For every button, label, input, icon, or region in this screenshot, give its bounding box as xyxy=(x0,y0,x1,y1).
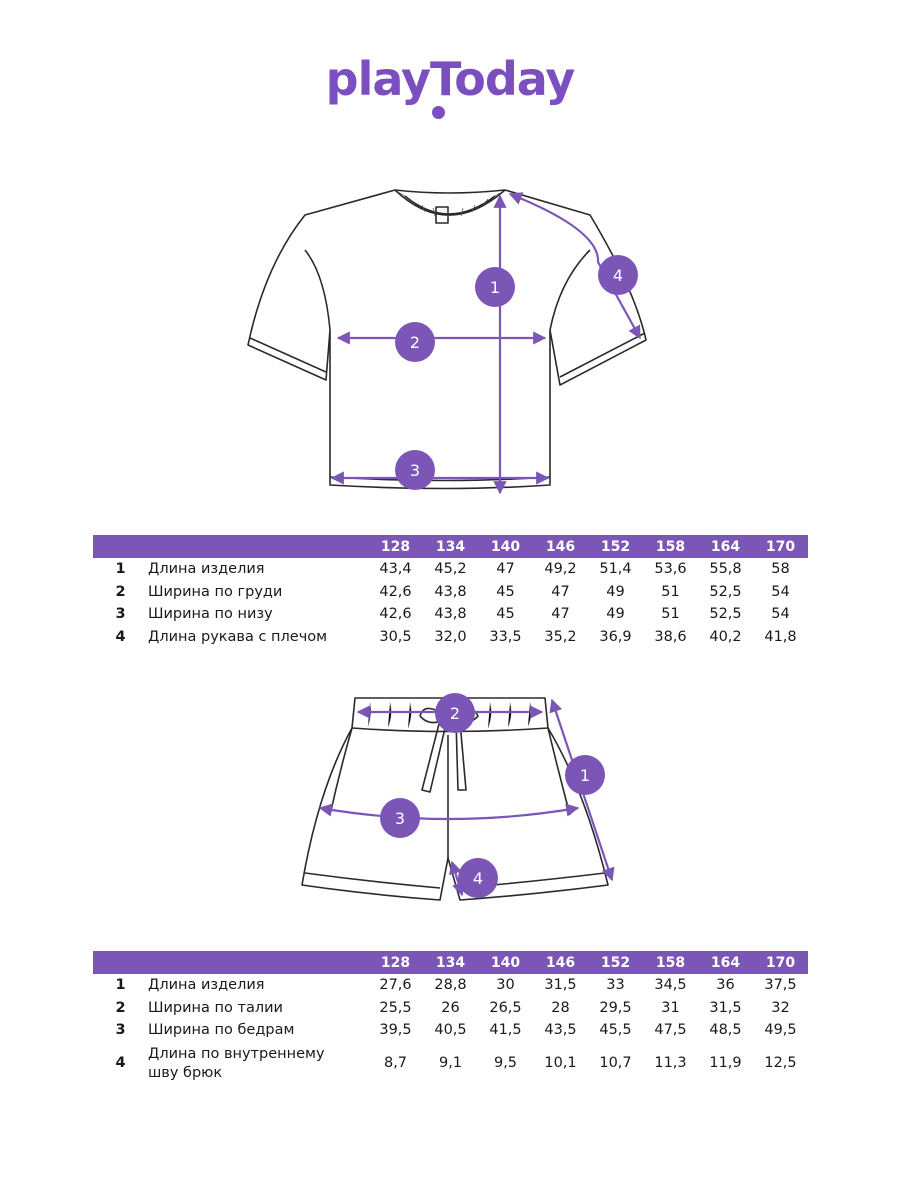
svg-text:3: 3 xyxy=(409,461,421,480)
table-row: 2 Ширина по талии 25,5 26 26,5 28 29,5 31 31,5 32 xyxy=(115,999,790,1016)
size-col: 158 xyxy=(643,535,698,558)
svg-text:1: 1 xyxy=(489,278,501,297)
size-col: 146 xyxy=(533,535,588,558)
tshirt-size-table xyxy=(93,535,808,648)
svg-text:4: 4 xyxy=(612,266,624,285)
shorts-sketch xyxy=(0,690,900,920)
tshirt-marker-3 xyxy=(395,450,435,490)
brand-wordmark: playToday xyxy=(325,52,575,106)
tshirt-outline xyxy=(248,190,646,489)
tshirt-measure-lines xyxy=(332,194,640,493)
tshirt-size-header xyxy=(93,535,808,558)
measure-arrow-hips xyxy=(320,808,578,819)
brand-logo xyxy=(0,52,900,106)
size-col: 128 xyxy=(368,535,423,558)
size-col: 164 xyxy=(698,951,753,974)
svg-text:2: 2 xyxy=(449,704,461,723)
table-row: 3 Ширина по бедрам 39,5 40,5 41,5 43,5 45,5 47,5 48,5 49,5 xyxy=(115,1022,797,1039)
shorts-marker-3 xyxy=(380,798,420,838)
shorts-marker-2 xyxy=(435,693,475,733)
size-col: 140 xyxy=(478,535,533,558)
size-col: 170 xyxy=(753,535,808,558)
table-row: 4 Длина по внутреннему шву брюк 8,7 9,1 9,5 10,1 10,7 11,3 11,9 12,5 xyxy=(115,1045,797,1081)
size-col: 134 xyxy=(423,951,478,974)
table-row: 1 Длина изделия 43,4 45,2 47 49,2 51,4 53,6 55,8 58 xyxy=(115,561,790,578)
size-col: 140 xyxy=(478,951,533,974)
size-col: 146 xyxy=(533,951,588,974)
tshirt-marker-2 xyxy=(395,322,435,362)
logo-dot-icon xyxy=(432,106,445,119)
table-row: 4 Длина рукава с плечом 30,5 32,0 33,5 35,2 36,9 38,6 40,2 41,8 xyxy=(115,628,797,645)
row-label-line: Длина по внутреннему xyxy=(148,1045,325,1062)
tshirt-marker-4 xyxy=(598,255,638,295)
svg-text:2: 2 xyxy=(409,333,421,352)
svg-text:4: 4 xyxy=(472,869,484,888)
shorts-marker-1 xyxy=(565,755,605,795)
svg-text:1: 1 xyxy=(579,766,591,785)
size-col: 164 xyxy=(698,535,753,558)
size-col: 152 xyxy=(588,951,643,974)
size-col: 128 xyxy=(368,951,423,974)
svg-text:3: 3 xyxy=(394,809,406,828)
size-col: 170 xyxy=(753,951,808,974)
size-col: 134 xyxy=(423,535,478,558)
table-row: 1 Длина изделия 27,6 28,8 30 31,5 33 34,5 36 37,5 xyxy=(115,977,797,994)
shorts-size-table xyxy=(93,951,808,1086)
shorts-size-header xyxy=(93,951,808,974)
table-row: 3 Ширина по низу 42,6 43,8 45 47 49 51 52,5 54 xyxy=(115,606,790,623)
tshirt-sketch xyxy=(0,170,900,510)
size-col: 152 xyxy=(588,535,643,558)
tshirt-marker-1 xyxy=(475,267,515,307)
table-row: 2 Ширина по груди 42,6 43,8 45 47 49 51 52,5 54 xyxy=(115,583,790,600)
row-label-line: шву брюк xyxy=(148,1064,223,1081)
shorts-marker-4 xyxy=(458,858,498,898)
size-col: 158 xyxy=(643,951,698,974)
